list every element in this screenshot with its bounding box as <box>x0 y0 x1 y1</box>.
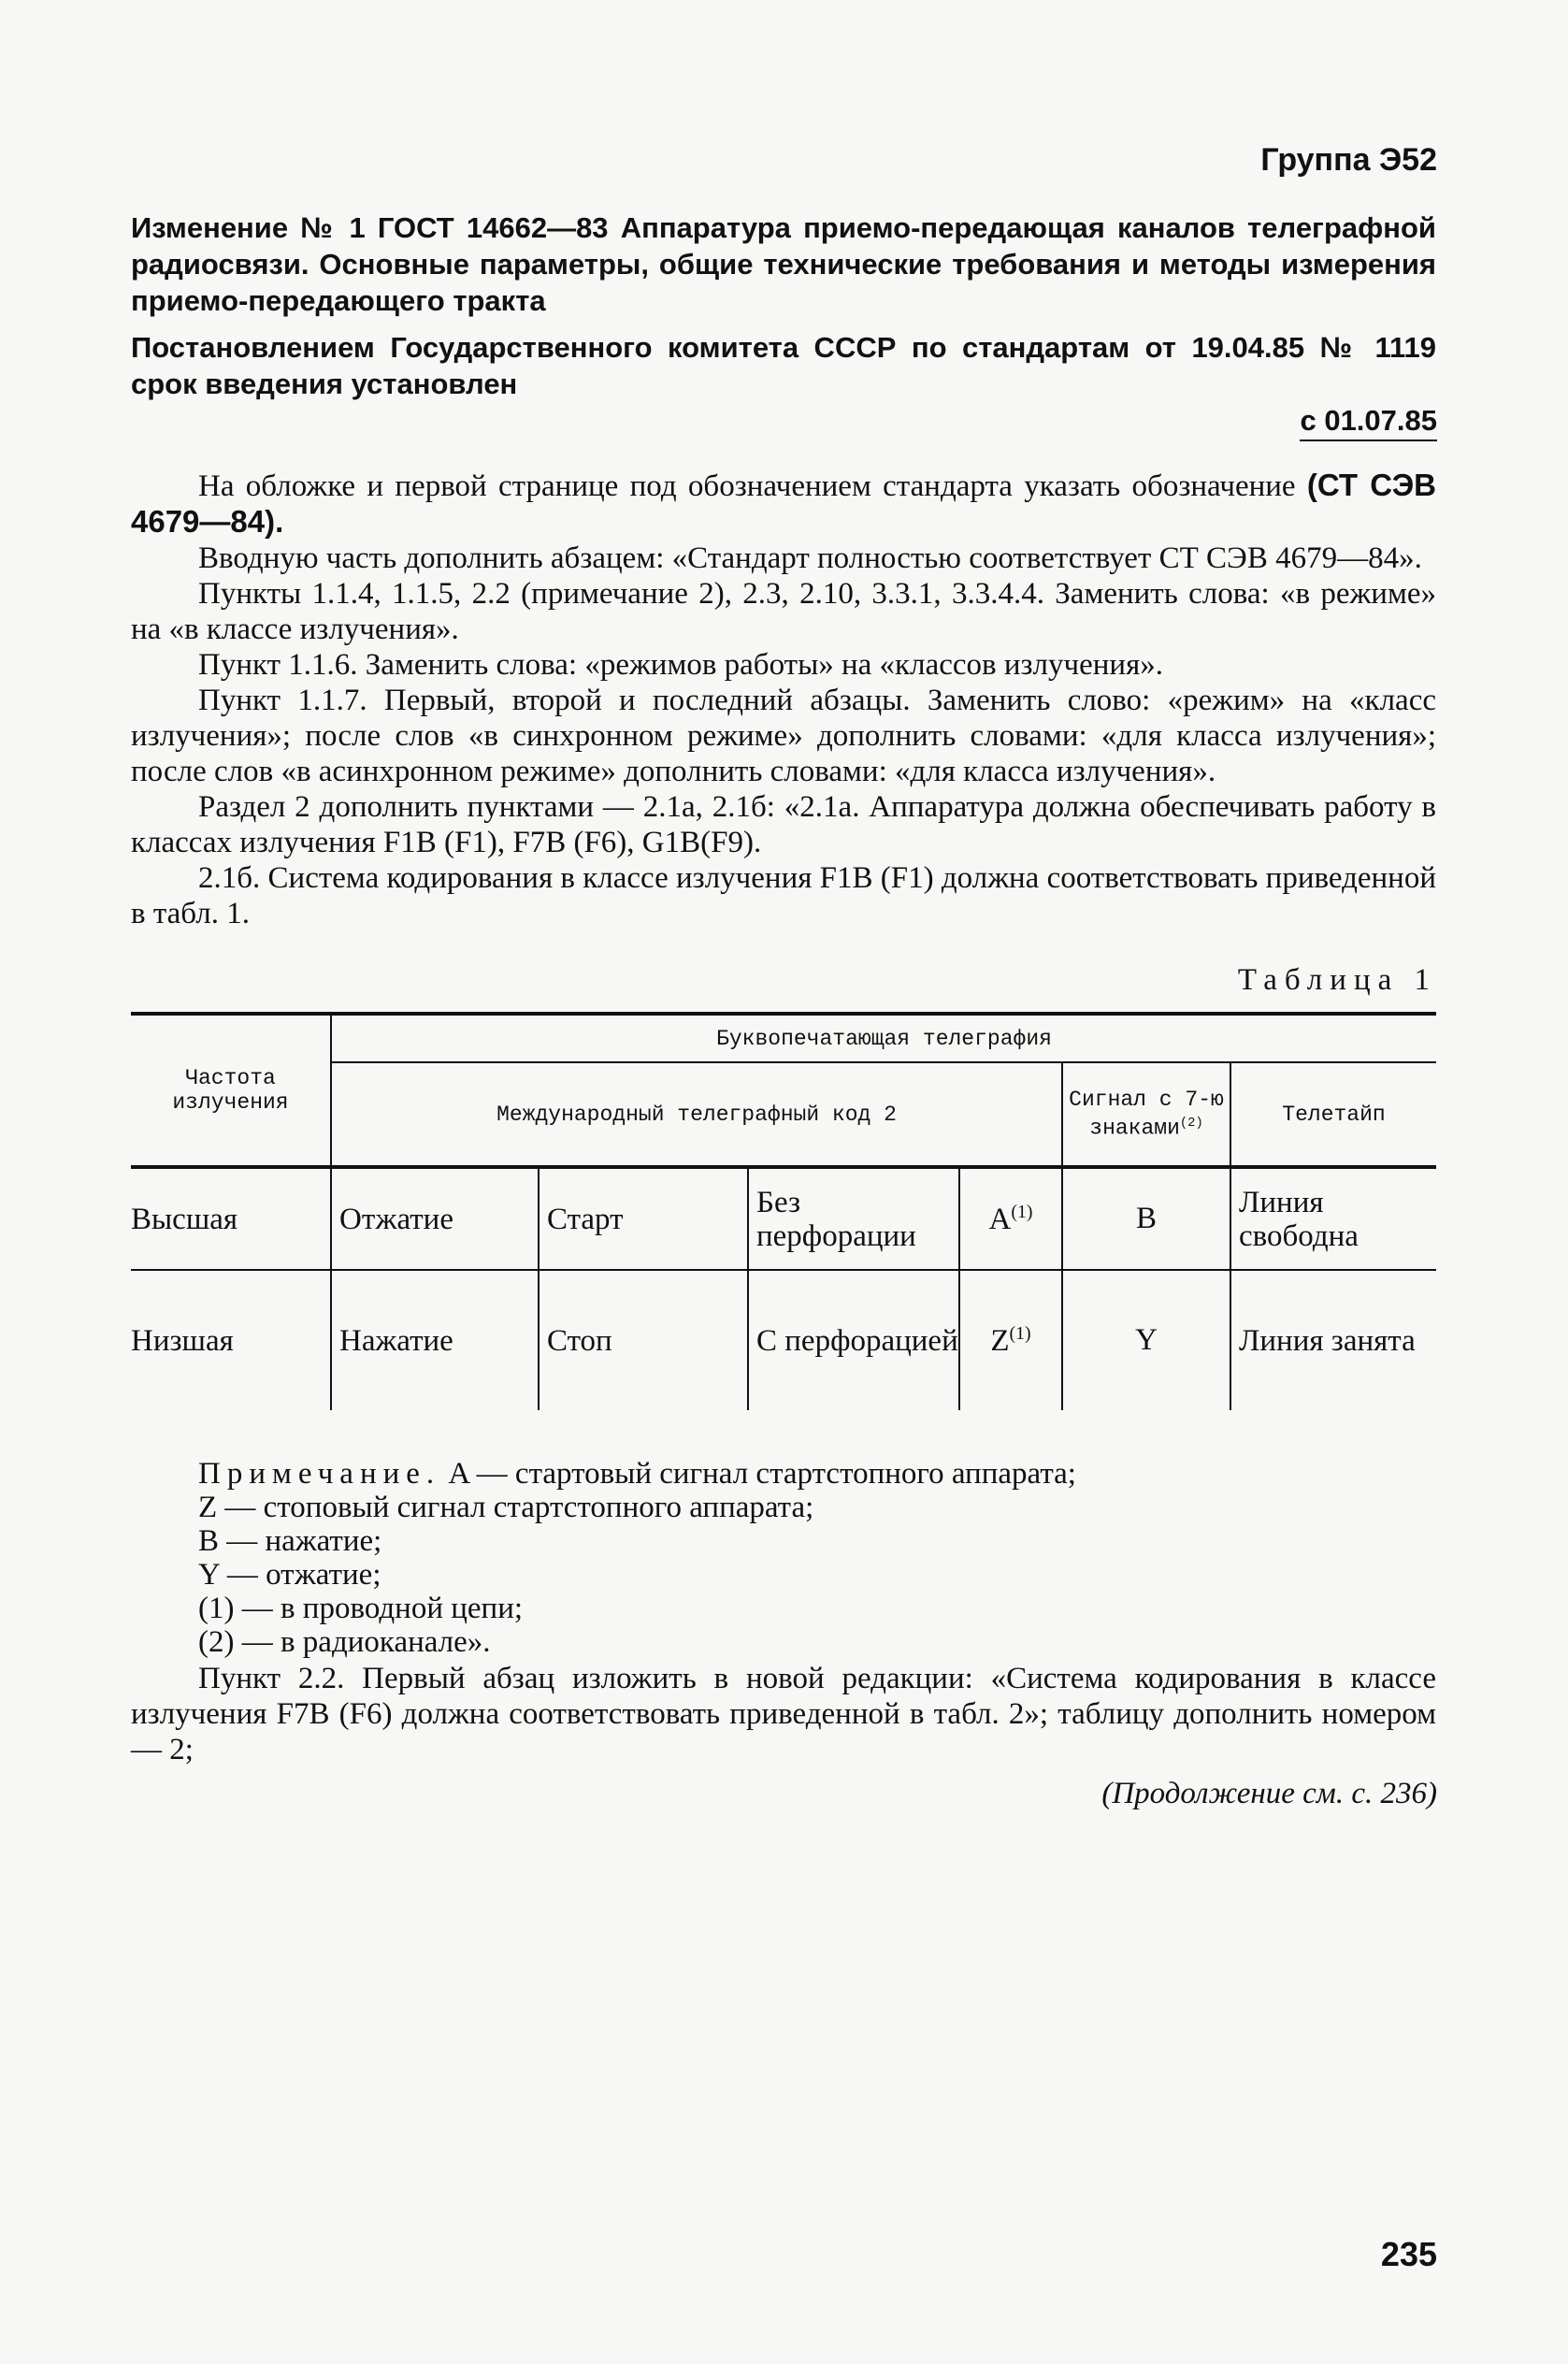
note-line: (2) — в радиоканале». <box>198 1625 491 1659</box>
cell-freq: Высшая <box>131 1202 238 1236</box>
continuation-note: (Продолжение см. с. 236) <box>1101 1777 1437 1810</box>
cell-c1: Нажатие <box>331 1270 539 1410</box>
cell-c2: Старт <box>539 1167 748 1270</box>
col-signal7-label: Сигнал с 7-ю знаками <box>1069 1088 1224 1141</box>
note-line: B — нажатие; <box>198 1524 382 1558</box>
paragraph: Пункты 1.1.4, 1.1.5, 2.2 (примечание 2), 2.3, 2.10, 3.3.1, 3.3.4.4. Заменить слова: «в режиме» на «в классе излучения». <box>131 577 1436 646</box>
note-line: (1) — в проводной цепи; <box>198 1592 524 1625</box>
cell-c1: Отжатие <box>331 1167 539 1270</box>
col-signal7-header <box>1062 1062 1230 1167</box>
cell-freq: Низшая <box>131 1323 234 1358</box>
paragraph-text: На обложке и первой странице под обозначением стандарта указать обозначение <box>198 469 1307 503</box>
cell-c4 <box>959 1270 1062 1410</box>
effective-date: с 01.07.85 <box>1300 404 1437 441</box>
table-caption: Таблица 1 <box>1237 963 1437 997</box>
cell-c4-text: A <box>988 1202 1012 1236</box>
cell-c3: Без перфорации <box>748 1167 959 1270</box>
change-title: Изменение № 1 ГОСТ 14662—83 Аппаратура приемо-передающая каналов телеграфной радиосвязи. Основные параметры, общие технические требования и методы измерения приемо-передающего тракта <box>131 211 1436 317</box>
cell-c2: Стоп <box>539 1270 748 1410</box>
table-row <box>131 1167 1436 1270</box>
note-label: Примечание. <box>198 1457 441 1491</box>
body-text <box>131 468 1436 931</box>
cell-c5: Y <box>1062 1270 1230 1410</box>
paragraph: Пункт 2.2. Первый абзац изложить в новой редакции: «Система кодирования в классе излучения F7B (F6) должна соответствовать приведенной в табл. 2»; таблицу дополнить номером — 2; <box>131 1662 1436 1766</box>
coding-table <box>131 1012 1436 1410</box>
decree-text: Постановлением Государственного комитета СССР по стандартам от 19.04.85 № 1119 срок введения установлен <box>131 331 1436 400</box>
paragraph: Раздел 2 дополнить пунктами — 2.1а, 2.1б: «2.1а. Аппаратура должна обеспечивать работу в классах излучения F1B (F1), F7B (F6), G1B(F9). <box>131 790 1436 859</box>
col-frequency-header: Частота излучения <box>131 1014 331 1167</box>
paragraph: Пункт 1.1.7. Первый, второй и последний абзацы. Заменить слово: «режим» на «класс излучения»; после слов «в синхронном режиме» дополнить словами: «для класса излучения»; после слов «в асинхронном режиме» дополнить словами: «для класса излучения». <box>131 684 1436 788</box>
standard-ref: (СТ СЭВ 4679—84). <box>131 468 1437 539</box>
col-signal7-sup: (2) <box>1179 1117 1203 1132</box>
cell-c3: С перфорацией <box>748 1270 959 1410</box>
paragraph: Вводную часть дополнить абзацем: «Стандарт полностью соответствует СТ СЭВ 4679—84». <box>198 541 1422 575</box>
cell-c6: Линия свободна <box>1230 1167 1436 1270</box>
note-line: Z — стоповый сигнал стартстопного аппарата; <box>198 1491 814 1524</box>
note-line <box>198 1457 1436 1491</box>
cell-c6: Линия занята <box>1230 1270 1436 1410</box>
col-itc2-header: Международный телеграфный код 2 <box>331 1062 1062 1167</box>
cell-c5: B <box>1062 1167 1230 1270</box>
body-text-continued <box>131 1661 1436 1767</box>
paragraph <box>131 468 1436 541</box>
note-line: Y — отжатие; <box>198 1558 381 1592</box>
note-text: A — стартовый сигнал стартстопного аппарата; <box>440 1457 1076 1491</box>
col-teletype-header: Телетайп <box>1230 1062 1436 1167</box>
col-letterprint-header: Буквопечатающая телеграфия <box>331 1014 1436 1062</box>
table-row <box>131 1270 1436 1410</box>
cell-c4 <box>959 1167 1062 1270</box>
cell-c4-text: Z <box>990 1323 1010 1358</box>
cell-c4-sup: (1) <box>1009 1322 1031 1344</box>
table-note <box>198 1457 1436 1659</box>
paragraph: Пункт 1.1.6. Заменить слова: «режимов работы» на «классов излучения». <box>198 648 1163 682</box>
paragraph: 2.1б. Система кодирования в классе излучения F1B (F1) должна соответствовать приведенной в табл. 1. <box>131 861 1436 930</box>
page-number: 235 <box>1380 2235 1437 2273</box>
group-code: Группа Э52 <box>1260 142 1437 178</box>
cell-c4-sup: (1) <box>1011 1201 1033 1222</box>
